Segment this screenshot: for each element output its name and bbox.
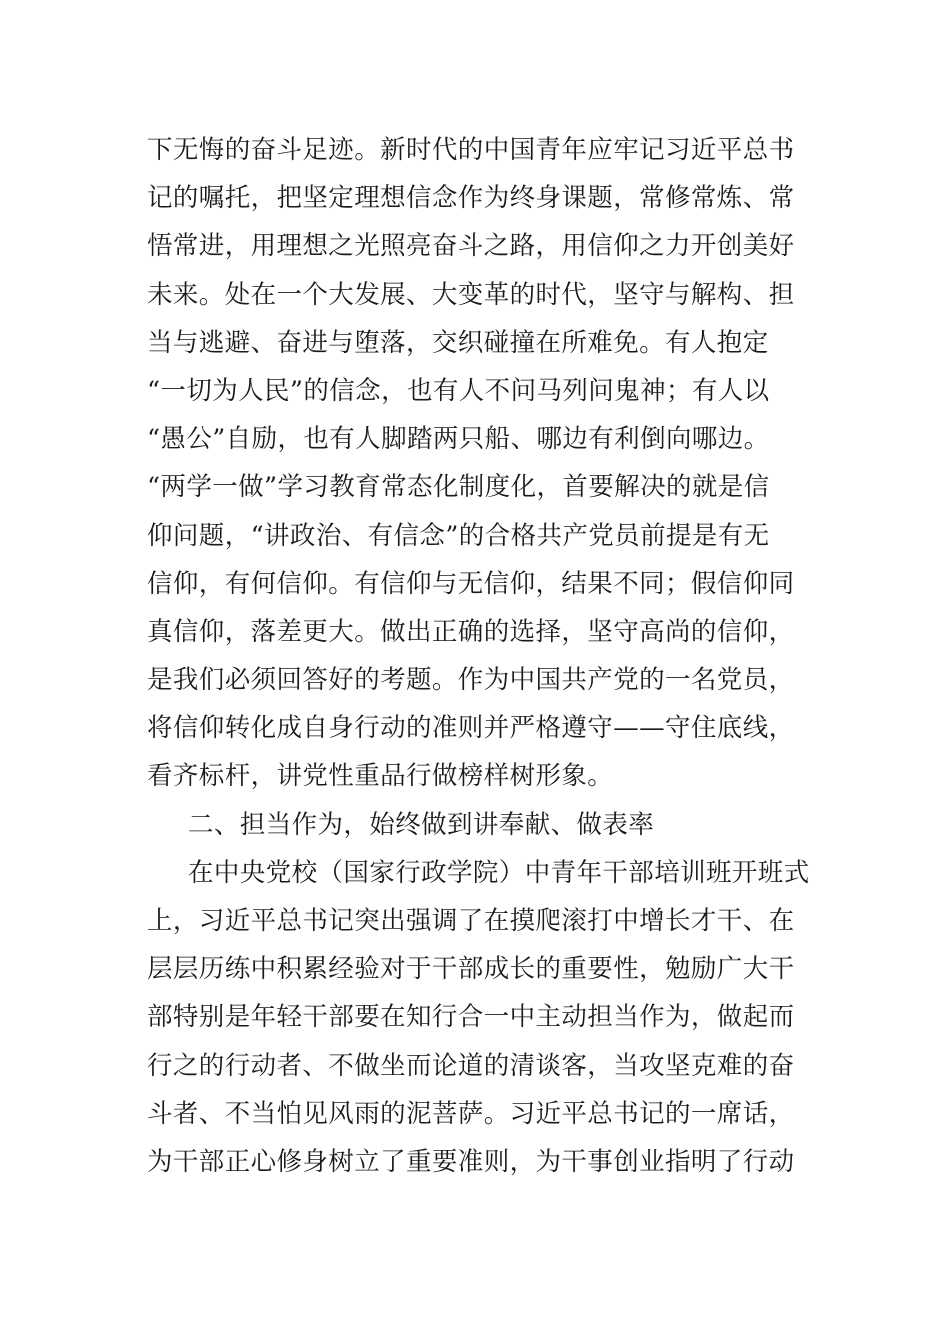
text-line: 仰问题，“讲政治、有信念”的合格共产党员前提是有无: [147, 520, 770, 551]
text-line: “愚公”自励，也有人脚踏两只船、哪边有利倒向哪边。: [147, 424, 770, 455]
text-line: 行之的行动者、不做坐而论道的清谈客，当攻坚克难的奋: [147, 1050, 795, 1081]
text-line: 是我们必须回答好的考题。作为中国共产党的一名党员，: [147, 665, 795, 696]
text-line: 当与逃避、奋进与堕落，交织碰撞在所难免。有人抱定: [147, 327, 769, 358]
text-line: 上，习近平总书记突出强调了在摸爬滚打中增长才干、在: [147, 906, 795, 936]
text-line: 看齐标杆，讲党性重品行做榜样树形象。: [147, 761, 614, 792]
text-line: 层层历练中积累经验对于干部成长的重要性，勉励广大干: [147, 954, 795, 985]
text-line: 信仰，有何信仰。有信仰与无信仰，结果不同；假信仰同: [147, 568, 795, 599]
section-heading: 二、担当作为，始终做到讲奉献、做表率: [188, 809, 655, 840]
text-line: 真信仰，落差更大。做出正确的选择，坚守高尚的信仰，: [147, 616, 795, 647]
text-line: “一切为人民”的信念，也有人不问马列问鬼神；有人以: [147, 375, 770, 406]
text-line: 悟常进，用理想之光照亮奋斗之路，用信仰之力开创美好: [147, 231, 795, 262]
paragraph-first-line: 在中央党校（国家行政学院）中青年干部培训班开班式: [188, 857, 810, 888]
text-line: “两学一做”学习教育常态化制度化，首要解决的就是信: [147, 472, 770, 503]
text-line: 将信仰转化成自身行动的准则并严格遵守——守住底线，: [147, 713, 795, 744]
body-text: [147, 126, 819, 1186]
text-line: 为干部正心修身树立了重要准则，为干事创业指明了行动: [147, 1146, 795, 1177]
text-line: 斗者、不当怕见风雨的泥菩萨。习近平总书记的一席话，: [147, 1098, 795, 1129]
text-line: 下无悔的奋斗足迹。新时代的中国青年应牢记习近平总书: [147, 135, 795, 165]
text-line: 未来。处在一个大发展、大变革的时代，坚守与解构、担: [147, 279, 795, 310]
text-line: 部特别是年轻干部要在知行合一中主动担当作为，做起而: [147, 1002, 795, 1033]
text-line: 记的嘱托，把坚定理想信念作为终身课题，常修常炼、常: [147, 183, 795, 214]
